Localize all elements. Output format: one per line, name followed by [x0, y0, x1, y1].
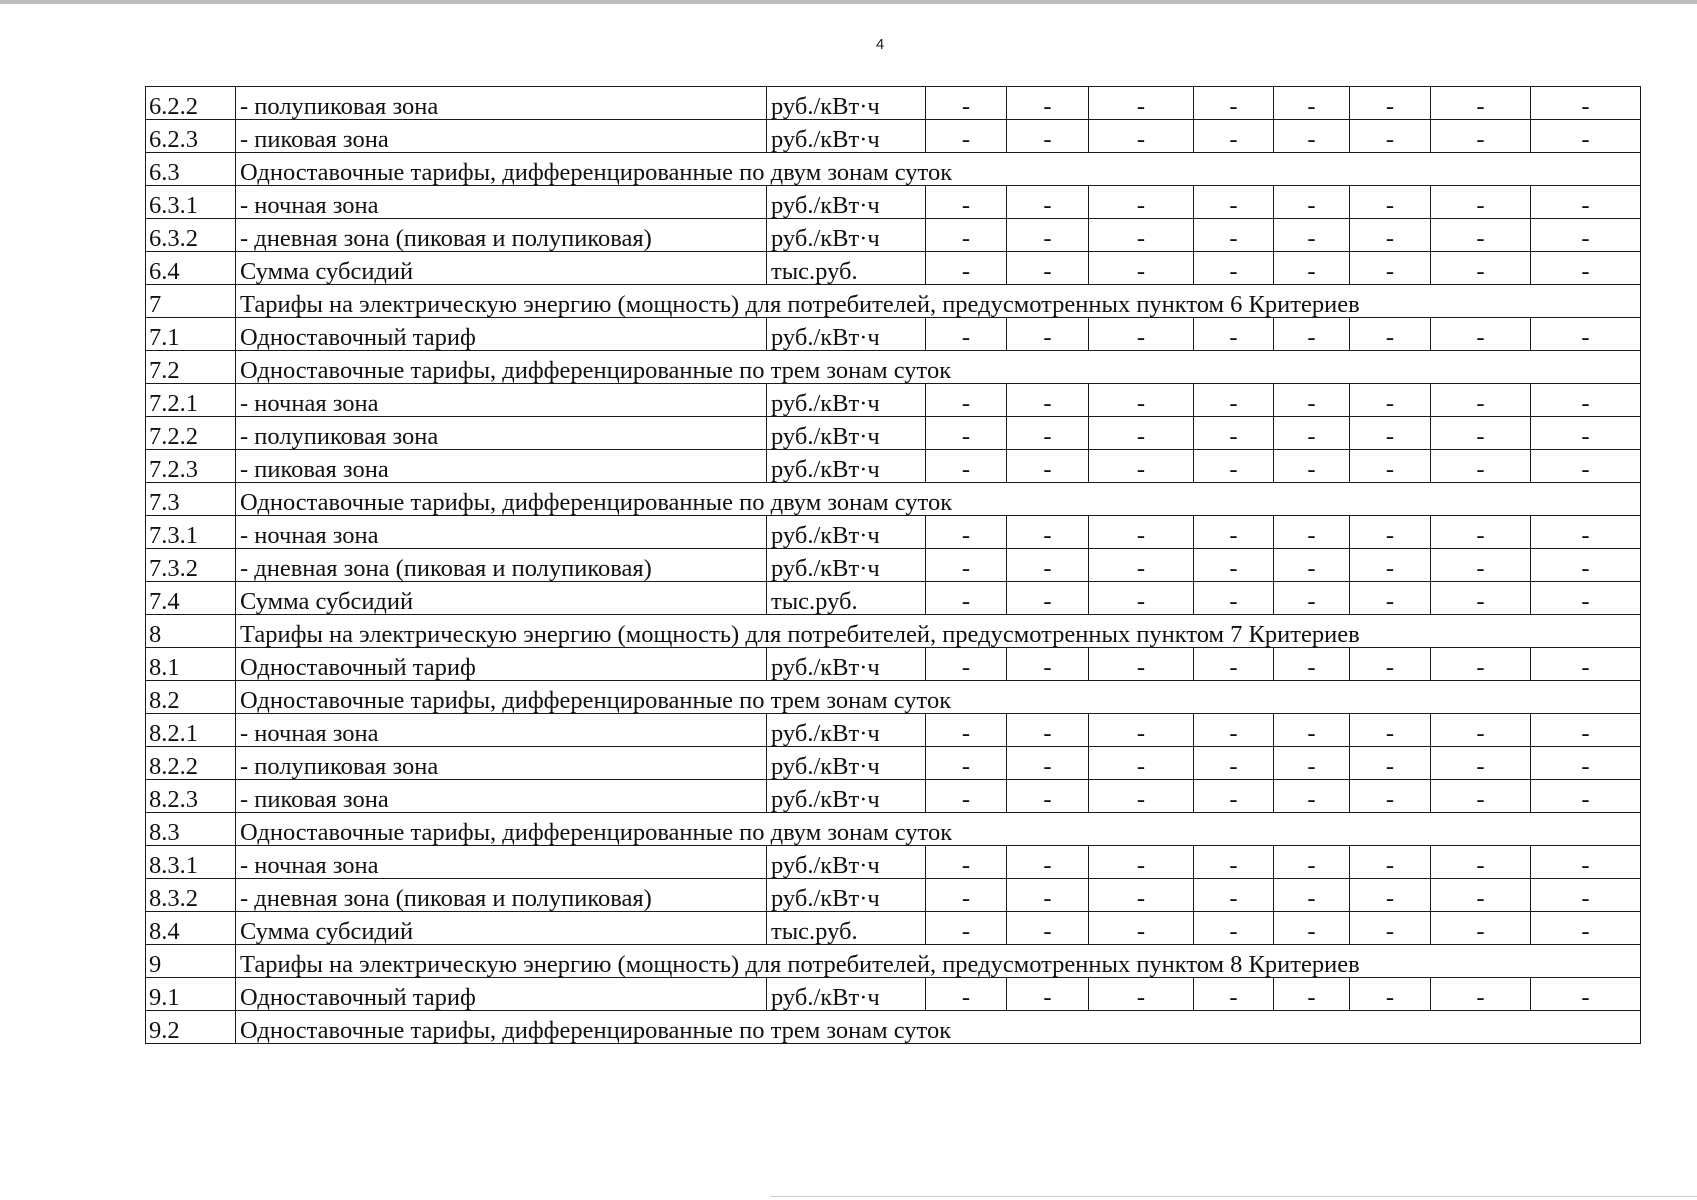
value-cell: - — [1431, 846, 1531, 879]
table-row — [146, 516, 1641, 549]
value-cell: - — [1531, 714, 1641, 747]
value-cell: - — [1274, 120, 1350, 153]
value-cell: - — [1089, 780, 1194, 813]
row-number: 9.2 — [146, 1011, 236, 1044]
value-cell: - — [1274, 252, 1350, 285]
row-name: - пиковая зона — [236, 780, 767, 813]
table-section-row — [146, 153, 1641, 186]
value-cell: - — [1531, 87, 1641, 120]
value-cell: - — [1531, 516, 1641, 549]
row-unit: тыс.руб. — [767, 582, 926, 615]
value-cell: - — [926, 879, 1007, 912]
value-cell: - — [1431, 978, 1531, 1011]
value-cell: - — [1089, 549, 1194, 582]
row-unit: руб./кВт·ч — [767, 648, 926, 681]
table-section-row — [146, 615, 1641, 648]
row-name: Одноставочный тариф — [236, 978, 767, 1011]
value-cell: - — [1531, 384, 1641, 417]
row-unit: руб./кВт·ч — [767, 384, 926, 417]
row-unit: руб./кВт·ч — [767, 450, 926, 483]
value-cell: - — [1531, 549, 1641, 582]
value-cell: - — [1350, 879, 1431, 912]
value-cell: - — [1431, 252, 1531, 285]
value-cell: - — [1089, 384, 1194, 417]
value-cell: - — [1350, 417, 1431, 450]
tariff-table-body — [146, 87, 1641, 1044]
value-cell: - — [1531, 846, 1641, 879]
value-cell: - — [1274, 384, 1350, 417]
row-unit: руб./кВт·ч — [767, 549, 926, 582]
value-cell: - — [1194, 747, 1274, 780]
row-unit: тыс.руб. — [767, 912, 926, 945]
row-number: 6.4 — [146, 252, 236, 285]
table-row — [146, 846, 1641, 879]
row-unit: руб./кВт·ч — [767, 417, 926, 450]
table-section-row — [146, 945, 1641, 978]
value-cell: - — [926, 252, 1007, 285]
value-cell: - — [1350, 912, 1431, 945]
table-row — [146, 186, 1641, 219]
value-cell: - — [1194, 417, 1274, 450]
value-cell: - — [1089, 252, 1194, 285]
value-cell: - — [1089, 219, 1194, 252]
value-cell: - — [1531, 417, 1641, 450]
table-row — [146, 549, 1641, 582]
value-cell: - — [1531, 912, 1641, 945]
row-number: 8.3.2 — [146, 879, 236, 912]
row-unit: руб./кВт·ч — [767, 780, 926, 813]
row-number: 9 — [146, 945, 236, 978]
value-cell: - — [1274, 912, 1350, 945]
row-number: 7.1 — [146, 318, 236, 351]
row-number: 6.2.2 — [146, 87, 236, 120]
row-unit: руб./кВт·ч — [767, 87, 926, 120]
value-cell: - — [1194, 879, 1274, 912]
row-unit: руб./кВт·ч — [767, 120, 926, 153]
row-number: 7.2.2 — [146, 417, 236, 450]
table-section-row — [146, 285, 1641, 318]
row-unit: руб./кВт·ч — [767, 186, 926, 219]
value-cell: - — [926, 384, 1007, 417]
row-number: 8.1 — [146, 648, 236, 681]
value-cell: - — [1089, 186, 1194, 219]
row-number: 7 — [146, 285, 236, 318]
value-cell: - — [1007, 846, 1089, 879]
value-cell: - — [1194, 450, 1274, 483]
value-cell: - — [1089, 879, 1194, 912]
value-cell: - — [1194, 87, 1274, 120]
value-cell: - — [1431, 549, 1531, 582]
value-cell: - — [1274, 747, 1350, 780]
value-cell: - — [926, 450, 1007, 483]
table-row — [146, 252, 1641, 285]
value-cell: - — [1431, 318, 1531, 351]
value-cell: - — [1194, 219, 1274, 252]
row-number: 8.2.2 — [146, 747, 236, 780]
value-cell: - — [926, 582, 1007, 615]
value-cell: - — [1007, 417, 1089, 450]
value-cell: - — [1007, 318, 1089, 351]
value-cell: - — [1007, 648, 1089, 681]
value-cell: - — [1194, 846, 1274, 879]
row-number: 7.2 — [146, 351, 236, 384]
row-number: 7.2.3 — [146, 450, 236, 483]
row-number: 6.3.1 — [146, 186, 236, 219]
value-cell: - — [1274, 87, 1350, 120]
value-cell: - — [1431, 186, 1531, 219]
value-cell: - — [1007, 450, 1089, 483]
row-name: - полупиковая зона — [236, 87, 767, 120]
value-cell: - — [1007, 516, 1089, 549]
value-cell: - — [1274, 978, 1350, 1011]
row-name: Сумма субсидий — [236, 582, 767, 615]
value-cell: - — [1531, 450, 1641, 483]
value-cell: - — [1531, 648, 1641, 681]
value-cell: - — [926, 549, 1007, 582]
row-number: 6.2.3 — [146, 120, 236, 153]
section-title: Одноставочные тарифы, дифференцированные по трем зонам суток — [236, 681, 1641, 714]
value-cell: - — [1007, 582, 1089, 615]
value-cell: - — [1431, 747, 1531, 780]
value-cell: - — [926, 780, 1007, 813]
section-title: Одноставочные тарифы, дифференцированные по трем зонам суток — [236, 351, 1641, 384]
value-cell: - — [1431, 87, 1531, 120]
value-cell: - — [1350, 450, 1431, 483]
value-cell: - — [1274, 648, 1350, 681]
table-row — [146, 450, 1641, 483]
value-cell: - — [1194, 648, 1274, 681]
row-name: - пиковая зона — [236, 450, 767, 483]
value-cell: - — [1089, 318, 1194, 351]
value-cell: - — [926, 120, 1007, 153]
value-cell: - — [1007, 978, 1089, 1011]
table-row — [146, 879, 1641, 912]
value-cell: - — [1350, 219, 1431, 252]
value-cell: - — [1274, 582, 1350, 615]
row-number: 6.3 — [146, 153, 236, 186]
table-section-row — [146, 813, 1641, 846]
row-name: - ночная зона — [236, 186, 767, 219]
value-cell: - — [1194, 912, 1274, 945]
value-cell: - — [1431, 648, 1531, 681]
value-cell: - — [1350, 648, 1431, 681]
row-unit: тыс.руб. — [767, 252, 926, 285]
value-cell: - — [1350, 747, 1431, 780]
row-number: 8.2.1 — [146, 714, 236, 747]
value-cell: - — [1007, 549, 1089, 582]
row-number: 8.3 — [146, 813, 236, 846]
value-cell: - — [1089, 417, 1194, 450]
value-cell: - — [1531, 879, 1641, 912]
table-row — [146, 384, 1641, 417]
value-cell: - — [926, 846, 1007, 879]
value-cell: - — [926, 87, 1007, 120]
value-cell: - — [926, 417, 1007, 450]
value-cell: - — [1350, 516, 1431, 549]
value-cell: - — [1089, 582, 1194, 615]
value-cell: - — [1007, 912, 1089, 945]
value-cell: - — [926, 186, 1007, 219]
value-cell: - — [1194, 252, 1274, 285]
table-row — [146, 747, 1641, 780]
row-name: - ночная зона — [236, 384, 767, 417]
value-cell: - — [1089, 648, 1194, 681]
value-cell: - — [1350, 384, 1431, 417]
row-name: - дневная зона (пиковая и полупиковая) — [236, 879, 767, 912]
value-cell: - — [1431, 450, 1531, 483]
value-cell: - — [1274, 417, 1350, 450]
value-cell: - — [1350, 252, 1431, 285]
value-cell: - — [1350, 87, 1431, 120]
scan-edge-bottom — [770, 1196, 1697, 1197]
value-cell: - — [1350, 714, 1431, 747]
value-cell: - — [1431, 879, 1531, 912]
value-cell: - — [1431, 120, 1531, 153]
row-number: 7.4 — [146, 582, 236, 615]
table-row — [146, 780, 1641, 813]
value-cell: - — [1089, 87, 1194, 120]
value-cell: - — [1431, 714, 1531, 747]
section-title: Тарифы на электрическую энергию (мощность) для потребителей, предусмотренных пунктом 8 Критериев — [236, 945, 1641, 978]
table-section-row — [146, 681, 1641, 714]
row-unit: руб./кВт·ч — [767, 318, 926, 351]
value-cell: - — [1531, 582, 1641, 615]
value-cell: - — [1350, 120, 1431, 153]
row-unit: руб./кВт·ч — [767, 516, 926, 549]
table-row — [146, 978, 1641, 1011]
value-cell: - — [1431, 912, 1531, 945]
table-row — [146, 417, 1641, 450]
row-number: 8.2 — [146, 681, 236, 714]
row-name: - полупиковая зона — [236, 417, 767, 450]
value-cell: - — [926, 219, 1007, 252]
row-unit: руб./кВт·ч — [767, 879, 926, 912]
row-unit: руб./кВт·ч — [767, 747, 926, 780]
value-cell: - — [1007, 780, 1089, 813]
value-cell: - — [1274, 780, 1350, 813]
section-title: Одноставочные тарифы, дифференцированные по двум зонам суток — [236, 813, 1641, 846]
row-name: Одноставочный тариф — [236, 318, 767, 351]
value-cell: - — [1531, 318, 1641, 351]
value-cell: - — [1007, 879, 1089, 912]
row-name: Одноставочный тариф — [236, 648, 767, 681]
value-cell: - — [1194, 978, 1274, 1011]
value-cell: - — [1431, 582, 1531, 615]
value-cell: - — [1531, 120, 1641, 153]
value-cell: - — [1531, 780, 1641, 813]
value-cell: - — [926, 747, 1007, 780]
row-unit: руб./кВт·ч — [767, 714, 926, 747]
value-cell: - — [1350, 780, 1431, 813]
table-row — [146, 87, 1641, 120]
table-row — [146, 219, 1641, 252]
value-cell: - — [1194, 549, 1274, 582]
value-cell: - — [1274, 846, 1350, 879]
row-number: 8.4 — [146, 912, 236, 945]
row-name: - ночная зона — [236, 846, 767, 879]
value-cell: - — [1531, 219, 1641, 252]
row-unit: руб./кВт·ч — [767, 219, 926, 252]
value-cell: - — [926, 714, 1007, 747]
row-number: 9.1 — [146, 978, 236, 1011]
value-cell: - — [1194, 780, 1274, 813]
value-cell: - — [1274, 879, 1350, 912]
row-number: 7.3.2 — [146, 549, 236, 582]
value-cell: - — [1194, 120, 1274, 153]
value-cell: - — [1194, 714, 1274, 747]
value-cell: - — [1007, 120, 1089, 153]
table-section-row — [146, 1011, 1641, 1044]
value-cell: - — [1089, 846, 1194, 879]
value-cell: - — [1350, 846, 1431, 879]
value-cell: - — [1194, 582, 1274, 615]
row-name: - ночная зона — [236, 516, 767, 549]
value-cell: - — [1431, 219, 1531, 252]
value-cell: - — [1089, 978, 1194, 1011]
value-cell: - — [1274, 318, 1350, 351]
value-cell: - — [1274, 186, 1350, 219]
row-name: - пиковая зона — [236, 120, 767, 153]
section-title: Тарифы на электрическую энергию (мощность) для потребителей, предусмотренных пунктом 6 Критериев — [236, 285, 1641, 318]
row-number: 8.2.3 — [146, 780, 236, 813]
value-cell: - — [1007, 186, 1089, 219]
value-cell: - — [1431, 417, 1531, 450]
value-cell: - — [1089, 516, 1194, 549]
section-title: Тарифы на электрическую энергию (мощность) для потребителей, предусмотренных пунктом 7 Критериев — [236, 615, 1641, 648]
value-cell: - — [1007, 87, 1089, 120]
table-row — [146, 120, 1641, 153]
row-number: 7.3.1 — [146, 516, 236, 549]
table-section-row — [146, 483, 1641, 516]
row-unit: руб./кВт·ч — [767, 846, 926, 879]
value-cell: - — [1089, 747, 1194, 780]
value-cell: - — [1274, 549, 1350, 582]
value-cell: - — [1089, 120, 1194, 153]
scan-edge — [0, 0, 1697, 4]
row-unit: руб./кВт·ч — [767, 978, 926, 1011]
value-cell: - — [1274, 516, 1350, 549]
value-cell: - — [1274, 219, 1350, 252]
row-number: 7.3 — [146, 483, 236, 516]
value-cell: - — [1431, 516, 1531, 549]
value-cell: - — [1350, 186, 1431, 219]
value-cell: - — [1194, 384, 1274, 417]
value-cell: - — [1531, 978, 1641, 1011]
value-cell: - — [1007, 747, 1089, 780]
page-number: 4 — [875, 36, 885, 53]
table-row — [146, 648, 1641, 681]
value-cell: - — [1431, 384, 1531, 417]
value-cell: - — [1350, 978, 1431, 1011]
row-name: - полупиковая зона — [236, 747, 767, 780]
row-name: - дневная зона (пиковая и полупиковая) — [236, 549, 767, 582]
value-cell: - — [926, 648, 1007, 681]
value-cell: - — [1274, 450, 1350, 483]
section-title: Одноставочные тарифы, дифференцированные по двум зонам суток — [236, 483, 1641, 516]
value-cell: - — [1531, 252, 1641, 285]
value-cell: - — [1089, 450, 1194, 483]
table-row — [146, 912, 1641, 945]
section-title: Одноставочные тарифы, дифференцированные по трем зонам суток — [236, 1011, 1641, 1044]
value-cell: - — [1350, 582, 1431, 615]
value-cell: - — [926, 912, 1007, 945]
row-name: Сумма субсидий — [236, 252, 767, 285]
table-section-row — [146, 351, 1641, 384]
value-cell: - — [926, 978, 1007, 1011]
row-name: - дневная зона (пиковая и полупиковая) — [236, 219, 767, 252]
value-cell: - — [1531, 186, 1641, 219]
value-cell: - — [1350, 318, 1431, 351]
value-cell: - — [1007, 384, 1089, 417]
tariff-table — [145, 86, 1641, 1044]
value-cell: - — [1089, 912, 1194, 945]
row-number: 8 — [146, 615, 236, 648]
value-cell: - — [1007, 714, 1089, 747]
value-cell: - — [1531, 747, 1641, 780]
value-cell: - — [1350, 549, 1431, 582]
value-cell: - — [1007, 219, 1089, 252]
section-title: Одноставочные тарифы, дифференцированные по двум зонам суток — [236, 153, 1641, 186]
row-number: 8.3.1 — [146, 846, 236, 879]
row-name: Сумма субсидий — [236, 912, 767, 945]
table-row — [146, 714, 1641, 747]
value-cell: - — [1431, 780, 1531, 813]
value-cell: - — [1007, 252, 1089, 285]
value-cell: - — [926, 516, 1007, 549]
table-row — [146, 582, 1641, 615]
value-cell: - — [1089, 714, 1194, 747]
value-cell: - — [926, 318, 1007, 351]
row-number: 7.2.1 — [146, 384, 236, 417]
value-cell: - — [1194, 186, 1274, 219]
row-number: 6.3.2 — [146, 219, 236, 252]
row-name: - ночная зона — [236, 714, 767, 747]
value-cell: - — [1194, 318, 1274, 351]
table-row — [146, 318, 1641, 351]
value-cell: - — [1194, 516, 1274, 549]
value-cell: - — [1274, 714, 1350, 747]
